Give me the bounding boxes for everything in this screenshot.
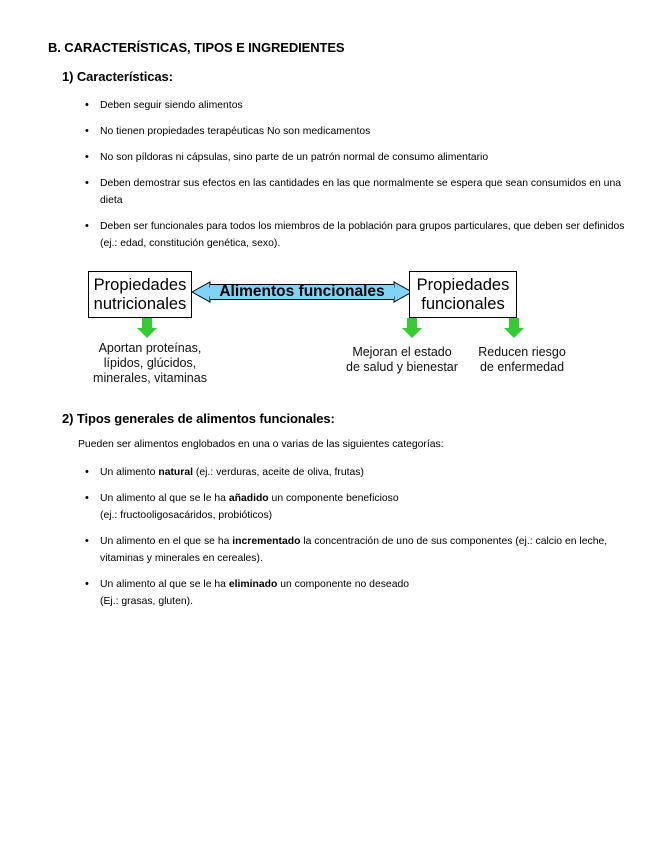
box-line: funcionales [421, 295, 505, 313]
green-arrow-middle [402, 318, 422, 338]
item-text: Un alimento al que se le ha [100, 579, 229, 590]
caption-line: Reducen riesgo [478, 345, 566, 359]
item-text: (ej.: verduras, aceite de oliva, frutas) [193, 467, 364, 478]
item-text: la concentración de uno de sus componentes (ej.: calcio en leche, vitaminas y minerales en cereales). [100, 536, 608, 564]
list-item [84, 490, 629, 524]
item-example: (ej.: fructooligosacáridos, probióticos) [100, 510, 273, 521]
caption-line: minerales, vitaminas [93, 371, 207, 385]
list-item: • Deben ser funcionales para todos los miembros de la población para grupos particulares, que deben ser definidos (ej.: edad, constitución genética, sexo). [84, 218, 629, 252]
green-arrow-left [137, 318, 157, 338]
box-propiedades-nutricionales [88, 271, 192, 318]
box-line: nutricionales [93, 295, 187, 313]
section-title: B. CARACTERÍSTICAS, TIPOS E INGREDIENTES [48, 40, 345, 55]
subsection-1-title: 1) Características: [62, 69, 173, 84]
caption-line: Mejoran el estado [352, 345, 452, 359]
caption-right [462, 345, 582, 375]
list-item: • No son píldoras ni cápsulas, sino parte de un patrón normal de consumo alimentario [84, 149, 629, 166]
box-line: Propiedades [93, 276, 187, 294]
list-item [84, 533, 629, 567]
item-example: (Ej.: grasas, gluten). [100, 596, 193, 607]
box-propiedades-funcionales [409, 271, 517, 318]
item-text: Un alimento [100, 467, 159, 478]
caption-middle [332, 345, 472, 375]
item-text: Un alimento en el que se ha [100, 536, 233, 547]
item-keyword: eliminado [228, 579, 278, 590]
subsection-2-title: 2) Tipos generales de alimentos funcionales: [62, 411, 335, 426]
item-text: un componente no deseado [277, 579, 410, 590]
types-list [84, 464, 629, 610]
caption-left [80, 341, 220, 386]
item-keyword: incrementado [232, 536, 301, 547]
list-item [84, 576, 629, 610]
item-keyword: natural [158, 467, 193, 478]
subsection-2-intro: Pueden ser alimentos englobados en una o varias de las siguientes categorías: [78, 439, 444, 450]
item-keyword: añadido [228, 493, 269, 504]
list-item: • Deben demostrar sus efectos en las cantidades en las que normalmente se espera que sean consumidos en una dieta [84, 175, 629, 209]
item-text: Un alimento al que se le ha [100, 493, 229, 504]
caption-line: de salud y bienestar [346, 360, 458, 374]
box-line: Propiedades [416, 276, 510, 294]
list-item [84, 464, 629, 481]
caption-line: de enfermedad [479, 360, 565, 374]
center-label-alimentos-funcionales: Alimentos funcionales [210, 284, 394, 300]
caption-line: Aportan proteínas, [98, 341, 202, 355]
green-arrow-right [504, 318, 524, 338]
list-item: • No tienen propiedades terapéuticas No son medicamentos [84, 123, 629, 140]
caption-line: lípidos, glúcidos, [103, 356, 197, 370]
item-text: un componente beneficioso [268, 493, 399, 504]
list-item: • Deben seguir siendo alimentos [84, 97, 629, 114]
